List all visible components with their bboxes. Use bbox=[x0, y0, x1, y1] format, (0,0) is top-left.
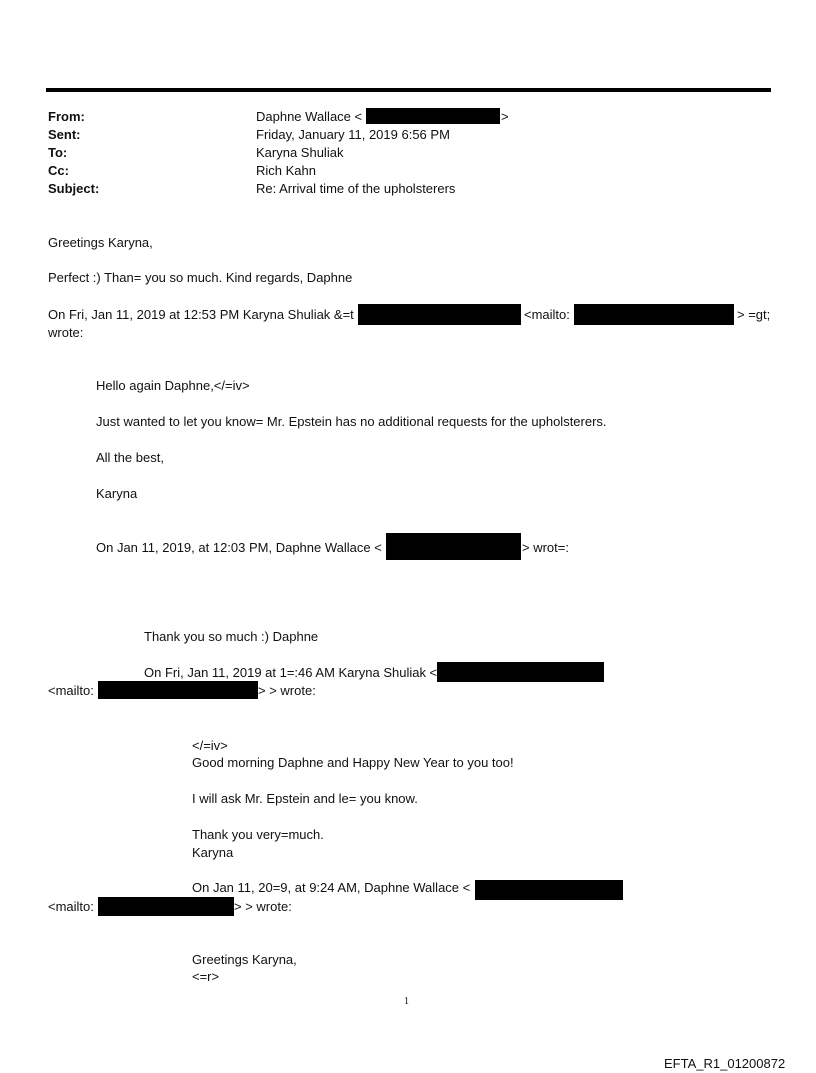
header-rule bbox=[46, 88, 771, 92]
bates-number: EFTA_R1_01200872 bbox=[664, 1056, 786, 1071]
q2-thanks: Thank you so much :) Daphne bbox=[144, 629, 319, 644]
quote2-wrote: > wrot=: bbox=[522, 540, 569, 555]
q1-best: All the best, bbox=[96, 450, 164, 465]
quote3-header: On Fri, Jan 11, 2019 at 1=:46 AM Karyna Shuliak < bbox=[144, 665, 438, 680]
sent-label: Sent: bbox=[48, 127, 81, 142]
quote3-wrote: > > wrote: bbox=[258, 683, 316, 698]
from-value: Daphne Wallace < bbox=[256, 109, 363, 124]
to-value: Karyna Shuliak bbox=[256, 145, 344, 160]
from-close: > bbox=[501, 109, 509, 124]
cc-label: Cc: bbox=[48, 163, 69, 178]
q1-signature: Karyna bbox=[96, 486, 138, 501]
redaction-box bbox=[574, 304, 734, 325]
quote1-header: On Fri, Jan 11, 2019 at 12:53 PM Karyna Shuliak &=t bbox=[48, 307, 354, 322]
redaction-box bbox=[98, 897, 234, 916]
quote1-mailto: <mailto: bbox=[524, 307, 570, 322]
redaction-box bbox=[386, 533, 521, 560]
quote4-mailto: <mailto: bbox=[48, 899, 94, 914]
redaction-box bbox=[366, 108, 500, 124]
subject-value: Re: Arrival time of the upholsterers bbox=[256, 181, 456, 196]
cc-value: Rich Kahn bbox=[256, 163, 316, 178]
q3-morning: Good morning Daphne and Happy New Year to you too! bbox=[192, 755, 514, 770]
q3-signature: Karyna bbox=[192, 845, 234, 860]
q3-ask: I will ask Mr. Epstein and le= you know. bbox=[192, 791, 418, 806]
quote1-header-end: > =gt; bbox=[737, 307, 771, 322]
sent-value: Friday, January 11, 2019 6:56 PM bbox=[256, 127, 450, 142]
quote4-header: On Jan 11, 20=9, at 9:24 AM, Daphne Wallace < bbox=[192, 880, 471, 895]
page-number: 1 bbox=[404, 996, 409, 1007]
to-label: To: bbox=[48, 145, 68, 160]
redaction-box bbox=[358, 304, 521, 325]
q4-greeting: Greetings Karyna, bbox=[192, 952, 297, 967]
greeting: Greetings Karyna, bbox=[48, 235, 153, 250]
subject-label: Subject: bbox=[48, 181, 100, 196]
quote3-mailto: <mailto: bbox=[48, 683, 94, 698]
quote4-wrote: > > wrote: bbox=[234, 899, 292, 914]
q3-div-tag: </=iv> bbox=[192, 738, 228, 753]
redaction-box bbox=[475, 880, 623, 900]
quote2-header: On Jan 11, 2019, at 12:03 PM, Daphne Wallace < bbox=[96, 540, 382, 555]
q1-line: Just wanted to let you know= Mr. Epstein has no additional requests for the upholsterers. bbox=[96, 414, 607, 429]
quote1-wrote: wrote: bbox=[48, 325, 84, 340]
q3-thanks: Thank you very=much. bbox=[192, 827, 324, 842]
q4-tag: <=r> bbox=[192, 969, 220, 984]
redaction-box bbox=[98, 681, 258, 699]
from-label: From: bbox=[48, 109, 85, 124]
q1-hello: Hello again Daphne,</=iv> bbox=[96, 378, 250, 393]
redaction-box bbox=[437, 662, 604, 682]
reply-text: Perfect :) Than= you so much. Kind regards, Daphne bbox=[48, 270, 353, 285]
